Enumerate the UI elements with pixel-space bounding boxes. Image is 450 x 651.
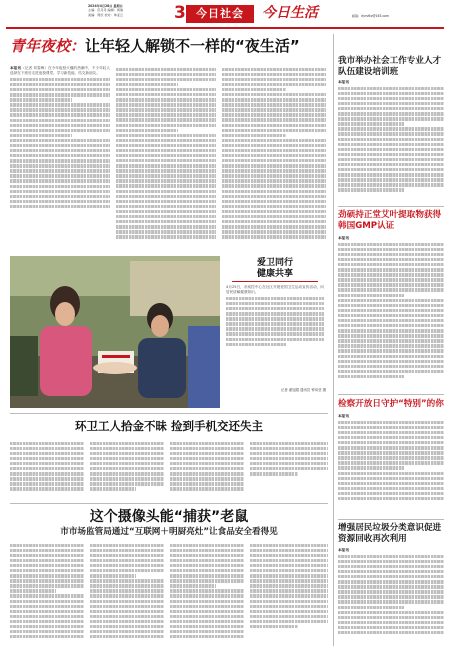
editor: 主编：范丹丹 (88, 8, 107, 13)
story3-subheadline: 市市场监管局通过“互联网＋明厨亮灶”让食品安全看得见 (60, 527, 278, 537)
editor2: 编辑：周瑜 (107, 8, 124, 13)
photo-title: 爱卫同行 (256, 258, 293, 268)
issue-date: 2024年4月28日 星期日 (88, 4, 123, 8)
lead-title-prefix: 青年夜校： (10, 37, 86, 55)
story2-col-3 (170, 440, 244, 496)
newspaper-logo: 今日生活 (262, 5, 318, 21)
email-address: dyrsfkz@163.com (361, 14, 390, 18)
side4-byline: 本报讯 (338, 548, 350, 552)
side3-headline: 检察开放日守护“特别”的你 (338, 399, 444, 409)
masthead-meta (88, 4, 178, 17)
photo-credit: 记者 翟旭超 通讯员 钟凤莹 摄 (281, 388, 326, 392)
side1-body (338, 80, 444, 202)
page-number: 3 (174, 3, 186, 23)
side3-byline: 本报讯 (338, 414, 350, 418)
side1-headline: 我市举办社会工作专业人才队伍建设培训班 (338, 56, 442, 77)
story2-col-2 (90, 440, 164, 496)
lead-byline: 本报讯 (10, 66, 22, 70)
photo-caption-text: 4月25日，市疾控中心在社区开展爱国卫生运动宣传活动，向居民讲解健康知识。 (226, 285, 324, 295)
section-name: 今日社会 (186, 5, 254, 23)
email-label: 邮箱： (352, 14, 362, 18)
story2-headline: 环卫工人拾金不昧 捡到手机交还失主 (74, 419, 263, 433)
photo-caption (226, 285, 324, 377)
story3-col-1 (10, 542, 84, 646)
photo-caption-box (222, 256, 328, 408)
photo-subtitle: 健康共享 (256, 269, 293, 279)
lead-title: 让年轻人解锁不一样的“夜生活” (85, 37, 300, 55)
side2-body (338, 236, 444, 390)
side4-headline: 增强居民垃圾分类意识促进资源回收再次利用 (338, 523, 442, 544)
lead-col-2 (116, 66, 216, 251)
side2-byline: 本报讯 (338, 236, 350, 240)
story3-col-3 (170, 542, 244, 646)
masthead-rule (6, 27, 444, 29)
story2-col-1 (10, 440, 84, 496)
side4-body (338, 548, 444, 646)
masthead-email (352, 14, 448, 18)
story3-col-2 (90, 542, 164, 646)
side3-body (338, 414, 444, 514)
news-photo (10, 256, 220, 408)
side2-headline: 劲硕持正堂艾叶提取物获得韩国GMP认证 (338, 210, 442, 231)
lead-intro: （记者 刘春梅）在今年夜校火爆的热潮中，不少年轻人选择在下班后走进夜校课堂，学习新技能、结交新朋友。 (10, 66, 110, 76)
story3-col-4 (250, 542, 328, 646)
lead-col-3 (222, 66, 326, 251)
side1-byline: 本报讯 (338, 80, 350, 84)
story2-col-4 (250, 440, 328, 496)
proofreader: 校对：单亚云 (104, 12, 124, 17)
community-health-photo (10, 256, 220, 408)
lead-headline (10, 36, 330, 56)
designer: 美编：周辰 (88, 12, 104, 17)
lead-col-1 (10, 66, 110, 251)
story3-headline: 这个摄像头能“捕获”老鼠 (89, 509, 249, 525)
